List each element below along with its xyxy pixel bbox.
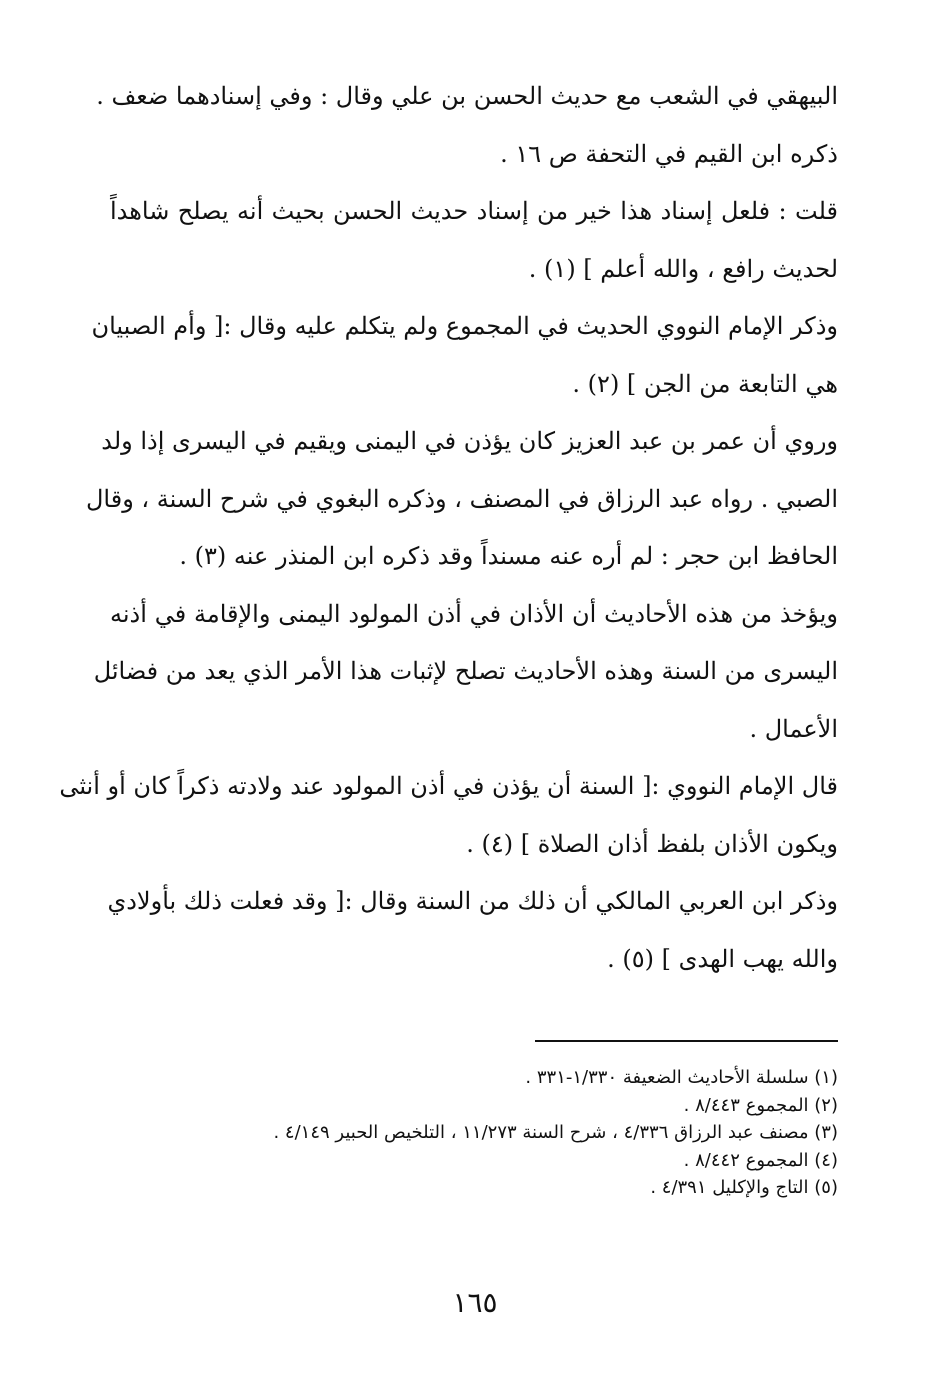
- footnote: (٥) التاج والإكليل ٤/٣٩١ .: [650, 1177, 838, 1198]
- text-line: البيهقي في الشعب مع حديث الحسن بن علي وقال : وفي إسنادهما ضعف .: [96, 82, 838, 110]
- footnote: (١) سلسلة الأحاديث الضعيفة ١/٣٣٠-٣٣١ .: [525, 1067, 838, 1088]
- footnote: (٣) مصنف عبد الرزاق ٤/٣٣٦ ، شرح السنة ١١/٢٧٣ ، التلخيص الحبير ٤/١٤٩ .: [273, 1122, 838, 1143]
- paragraph: [91, 298, 838, 413]
- footnote: (٢) المجموع ٨/٤٤٣ .: [683, 1094, 838, 1116]
- main-text: [59, 68, 839, 988]
- paragraph: [107, 873, 838, 988]
- text-line: لحديث رافع ، والله أعلم ] (١) .: [528, 254, 838, 283]
- paragraph: [110, 183, 838, 298]
- footnote: (٤) المجموع ٨/٤٤٢ .: [683, 1149, 838, 1171]
- page-number: ١٦٥: [452, 1286, 498, 1319]
- text-line: قال الإمام النووي :[ السنة أن يؤذن في أذن المولود عند ولادته ذكراً كان أو أنثى: [59, 772, 838, 800]
- paragraph: [96, 68, 838, 183]
- paragraph: [85, 413, 838, 586]
- text-line: وذكر الإمام النووي الحديث في المجموع ولم يتكلم عليه وقال :[ وأم الصبيان: [91, 312, 838, 340]
- text-line: ذكره ابن القيم في التحفة ص ١٦ .: [500, 139, 838, 168]
- text-line: الحافظ ابن حجر : لم أره عنه مسنداً وقد ذكره ابن المنذر عنه (٣) .: [179, 542, 838, 570]
- text-line: وذكر ابن العربي المالكي أن ذلك من السنة وقال :[ وقد فعلت ذلك بأولادي: [107, 887, 838, 915]
- text-line: والله يهب الهدى ] (٥) .: [607, 944, 838, 973]
- text-line: الأعمال .: [749, 714, 838, 743]
- text-line: هي التابعة من الجن ] (٢) .: [572, 369, 838, 398]
- footnote-separator: [535, 1040, 838, 1042]
- paragraph: [93, 586, 838, 759]
- paragraph: [59, 758, 838, 873]
- text-line: الصبي . رواه عبد الرزاق في المصنف ، وذكره البغوي في شرح السنة ، وقال: [85, 484, 838, 513]
- text-line: قلت : فلعل إسناد هذا خير من إسناد حديث الحسن بحيث أنه يصلح شاهداً: [110, 197, 839, 225]
- footnotes: [118, 1064, 838, 1202]
- text-line: ويكون الأذان بلفظ أذان الصلاة ] (٤) .: [466, 829, 838, 858]
- text-line: ويؤخذ من هذه الأحاديث أن الأذان في أذن المولود اليمنى والإقامة في أذنه: [110, 599, 838, 628]
- text-line: وروي أن عمر بن عبد العزيز كان يؤذن في اليمنى ويقيم في اليسرى إذا ولد: [101, 427, 838, 455]
- text-line: اليسرى من السنة وهذه الأحاديث تصلح لإثبات هذا الأمر الذي يعد من فضائل: [93, 657, 838, 685]
